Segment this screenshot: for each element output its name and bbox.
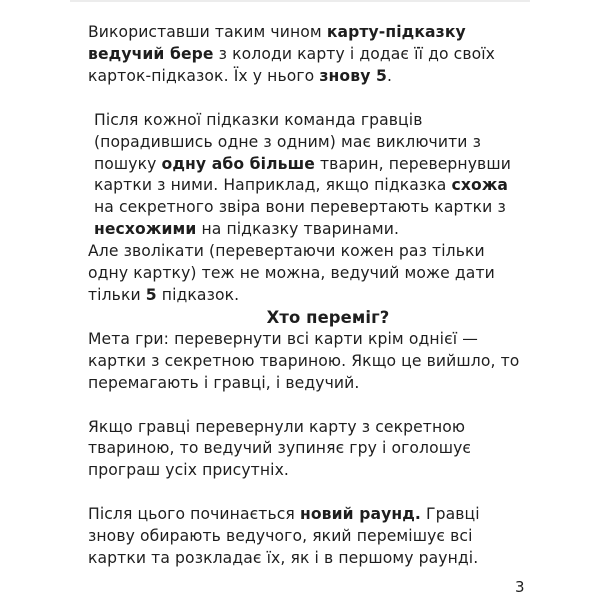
- text-run: Після цього починається: [88, 505, 300, 524]
- paragraph-after-hint: [88, 110, 528, 241]
- bold-leader-takes: ведучий бере: [88, 44, 214, 63]
- bold-again-five: знову 5: [319, 66, 387, 85]
- paragraph-hint-card: [88, 22, 528, 88]
- text-run: на підказку тваринами.: [196, 220, 400, 239]
- bold-one-or-more: одну або більше: [161, 154, 315, 173]
- bold-hint-card: карту-підказку: [326, 23, 466, 41]
- text-run: Але зволікати (перевертаючи кожен раз тільки одну картку) теж не можна, ведучий може дати тільки: [88, 242, 495, 304]
- bold-dissimilar: несхожими: [94, 220, 197, 239]
- text-run: Використавши таким чином: [88, 23, 327, 41]
- text-run: на секретного звіра вони перевертають картки з: [94, 198, 506, 217]
- paragraph-no-delay: [88, 241, 528, 307]
- text-run: тварин, перевернувши картки з ними. Наприклад, якщо підказка: [94, 154, 511, 195]
- text-run: Гравці знову обирають ведучого, який перемішує всі картки та розкладає їх, як і в першому раунді.: [88, 505, 480, 568]
- bold-five: 5: [145, 285, 157, 304]
- text-run: підказок.: [156, 285, 240, 304]
- rules-page: [88, 22, 528, 570]
- paragraph-loss: Якщо гравці перевернули карту з секретною твариною, то ведучий зупиняє гру і оголошує програш усіх присутніх.: [88, 417, 472, 480]
- top-divider: [70, 0, 530, 2]
- text-run: .: [386, 66, 393, 85]
- section-heading-who-won: Хто переміг?: [266, 307, 390, 327]
- paragraph-goal: Мета гри: перевернути всі карти крім однієї — картки з секретною твариною. Якщо це вийшло, то перемагають і гравці, і ведучий.: [88, 329, 520, 392]
- page-number: 3: [515, 578, 525, 596]
- paragraph-new-round: [88, 504, 528, 570]
- bold-new-round: новий раунд.: [299, 505, 421, 524]
- text-run: з колоди карту і додає її до своїх карток-підказок. Їх у нього: [88, 44, 496, 85]
- text-run: Після кожної підказки команда гравців (порадившись одне з одним) має виключити з пошуку: [94, 110, 481, 173]
- bold-similar: схожа: [451, 176, 509, 195]
